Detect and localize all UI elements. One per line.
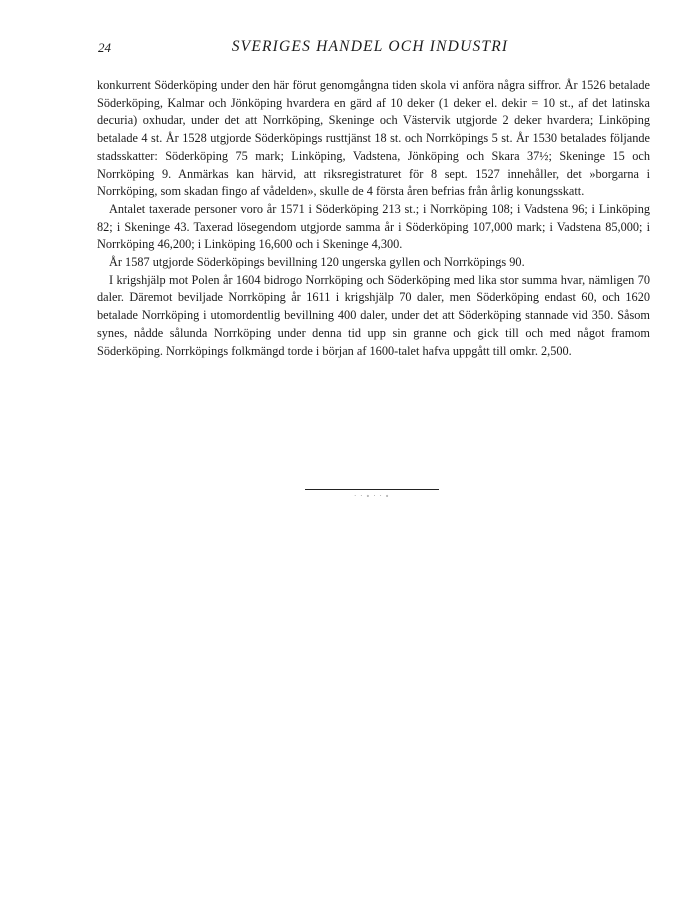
section-end-ornament: · · ∘ · · ∘	[354, 492, 390, 500]
page-number: 24	[98, 40, 111, 55]
paragraph: Antalet taxerade personer voro år 1571 i Söderköping 213 st.; i Norrköping 108; i Vadstena 96; i Linköping 82; i Skeninge 43. Taxerad lösegendom utgjorde samma år i Söderköping 107,000 mark; i Vadstena 85,000; i Norrköping 46,200; i Linköping 16,600 och i Skeninge 4,300.	[97, 201, 650, 252]
paragraph: I krigshjälp mot Polen år 1604 bidrogo Norrköping och Söderköping med lika stor summa hvar, nämligen 70 daler. Däremot beviljade Norrköping år 1611 i krigshjälp 70 daler, men Söderköping endast 60, och 1620 betalade Norrköping i utomordentlig bevillning 400 daler, under det att Söderköping stannade vid 350. Såsom synes, nådde sålunda Norrköping under denna tid upp sin granne och gick till och med något framom Söderköping. Norrköpings folkmängd torde i början af 1600-talet hafva uppgått till omkr. 2,500.	[97, 272, 650, 358]
paragraph: År 1587 utgjorde Söderköpings bevillning 120 ungerska gyllen och Norrköpings 90.	[109, 255, 525, 270]
section-end-rule	[305, 489, 439, 490]
paragraph: konkurrent Söderköping under den här förut genomgångna tiden skola vi anföra några siffror. År 1526 betalade Söderköping, Kalmar och Jönköping hvardera en gärd af 10 deker (1 deker el. dekir = 10 st., af det latinska decuria) oxhudar, under det att Norrköping, Skeninge och Västervik utgjorde 2 deker hvardera; Linköping betalade 4 st. År 1528 utgjorde Söderköpings rusttjänst 18 st. och Norrköpings 5 st. År 1530 betalades följande stadsskatter: Söderköping 75 mark; Linköping, Vadstena, Jönköping och Skara 37½; Skeninge 15 och Norrköping 9. Anmärkas kan härvid, att riksregistraturet för 8 sept. 1527 innehåller, det »borgarna i Norrköping, som skadan fingo af vådelden», skulle de 4 första åren befrias från årlig konungsskatt.	[97, 78, 650, 199]
body-text	[97, 77, 650, 360]
running-title: SVERIGES HANDEL OCH INDUSTRI	[231, 38, 509, 55]
